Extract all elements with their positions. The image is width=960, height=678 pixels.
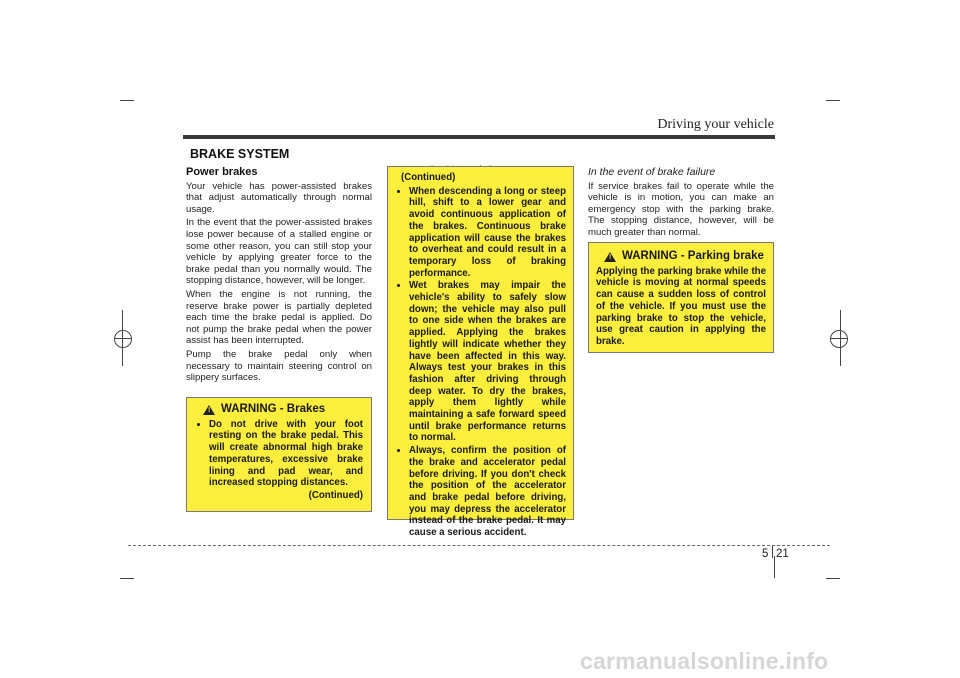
footer-rule [128, 545, 830, 546]
subheading-power-brakes: Power brakes [186, 166, 258, 178]
section-title: BRAKE SYSTEM [190, 147, 290, 161]
subheading-brake-failure: In the event of brake failure [588, 166, 716, 178]
list-item: • When descending a long or steep hill, shift to a lower gear and avoid continuous application of the brakes. Continuous brake application will cause the brakes to overheat and could result in a temporary loss of braking performance. [409, 186, 566, 280]
crop-mark [774, 556, 775, 578]
header-rule [183, 135, 775, 139]
list-item: • Do not drive with your foot resting on the brake pedal. This will create abnormal high brake temperatures, excessive brake lining and pad wear, and increased stopping distances. [209, 419, 363, 489]
crop-mark [120, 578, 134, 579]
crop-mark [826, 578, 840, 579]
list-item: • Always, confirm the position of the brake and accelerator pedal before driving. If you don't check the position of the accelerator and brake pedal before driving, you may depress the accelerator instead of the brake pedal. It may cause a serious accident. [409, 445, 566, 539]
warning-triangle-icon: ! [203, 405, 215, 415]
chapter-title: Driving your vehicle [657, 117, 774, 132]
paragraph: Your vehicle has power-assisted brakes that adjust automatically through normal usage. [186, 180, 372, 215]
paragraph: When the engine is not running, the reserve brake power is partially depleted each time the brake pedal is applied. Do not pump the brake pedal when the power assist has been interrupted. [186, 288, 372, 347]
footer-separator [772, 546, 773, 558]
warning-title: WARNING - Brakes [221, 403, 326, 415]
warning-title: WARNING - Parking brake [622, 250, 764, 262]
warning-list [195, 419, 363, 489]
paragraph: If service brakes fail to operate while the vehicle is in motion, you can make an emergency stop with the parking brake. The stopping distance, however, will be much greater than normal. [588, 180, 774, 238]
left-column [186, 167, 372, 386]
registration-mark [114, 330, 132, 348]
paragraph: In the event that the power-assisted brakes lose power because of a stalled engine or some other reason, you can still stop your vehicle by applying greater force to the brake pedal than you normally would. The stopping distance, however, will be longer. [186, 217, 372, 287]
warning-header [604, 251, 766, 263]
crop-mark [826, 100, 840, 101]
warning-header [203, 404, 363, 416]
chapter-number: 5 [762, 548, 769, 560]
warning-text: Applying the parking brake while the vehicle is moving at normal speeds can cause a sudden loss of control of the vehicle. If you must use the parking brake to stop the vehicle, use great caution in applying the brake. [596, 265, 766, 347]
continued-label: (Continued) [308, 489, 363, 501]
warning-triangle-icon: ! [604, 252, 616, 262]
watermark-logo: carmanualsonline.info [580, 648, 829, 674]
warning-brakes-box [186, 397, 372, 512]
warning-list [395, 186, 566, 539]
warning-continued-box [387, 166, 574, 539]
crop-mark [120, 100, 134, 101]
list-item: • Wet brakes may impair the vehicle's ability to safely slow down; the vehicle may also pull to one side when the brakes are applied. Applying the brakes lightly will indicate whether they have been affected in this way. Always test your brakes in this fashion after driving through deep water. To dry the brakes, apply them lightly while maintaining a safe forward speed until brake performance returns to normal. [409, 280, 566, 444]
right-column [588, 167, 774, 241]
continued-label: (Continued) [401, 172, 456, 183]
paragraph: Pump the brake pedal only when necessary to maintain steering control on slippery surfaces. [186, 348, 372, 384]
warning-parking-box [588, 242, 774, 353]
page-number: 21 [776, 548, 789, 560]
registration-mark [830, 330, 848, 348]
